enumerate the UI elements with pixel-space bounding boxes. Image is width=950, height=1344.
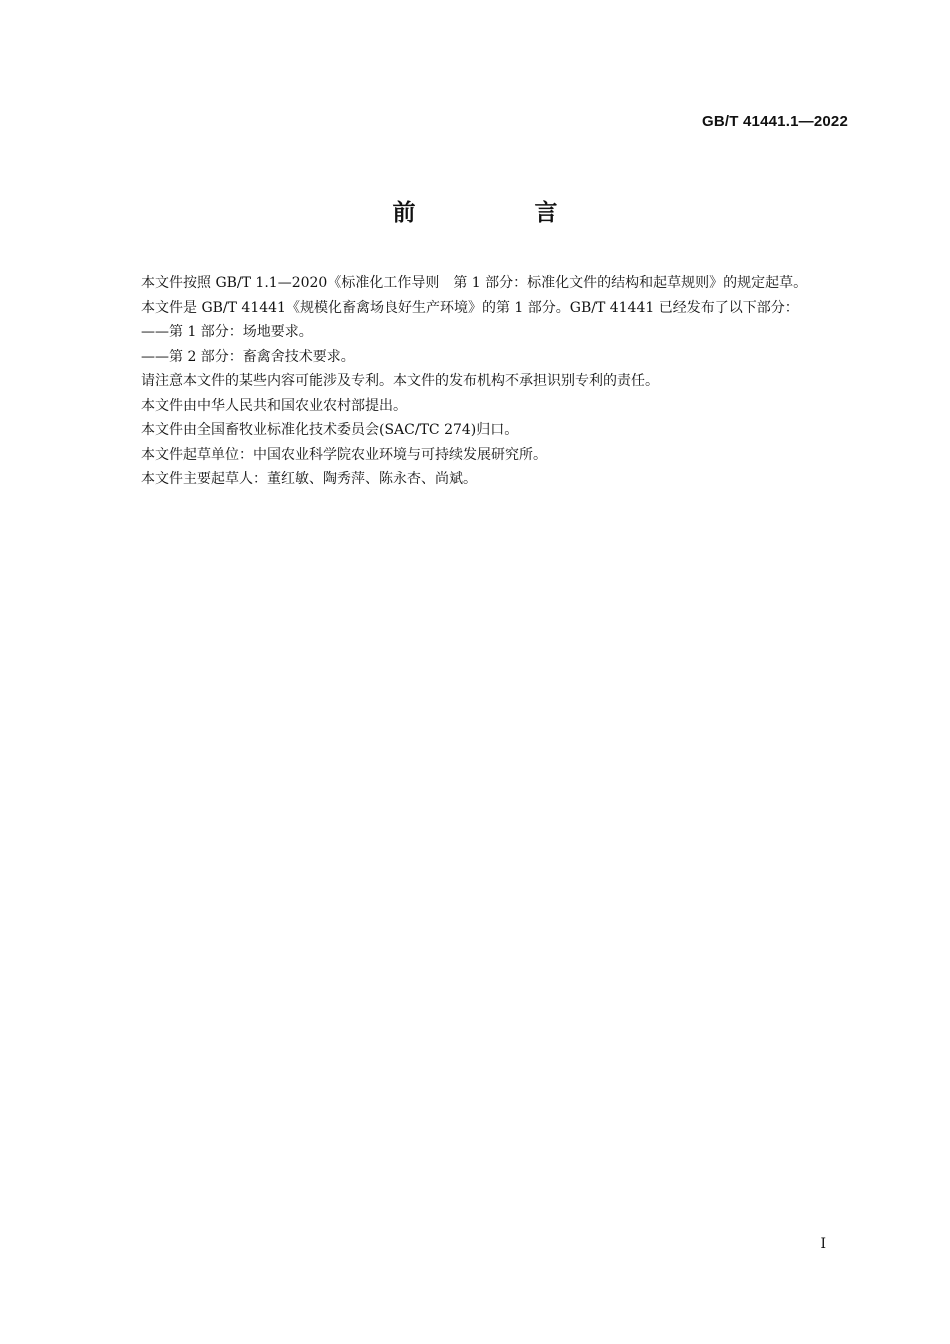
paragraph-drafting-rules: 本文件按照 GB/T 1.1—2020《标准化工作导则 第 1 部分：标准化文件的结构和起草规则》的规定起草。 xyxy=(141,275,808,291)
paragraph-committee: 本文件由全国畜牧业标准化技术委员会(SAC/TC 274)归口。 xyxy=(141,422,519,438)
list-item-part-2: ——第 2 部分：畜禽舍技术要求。 xyxy=(141,348,355,365)
standard-number: GB/T 41441.1—2022 xyxy=(702,113,848,130)
list-item-part-1: ——第 1 部分：场地要求。 xyxy=(141,324,313,340)
page-number: I xyxy=(820,1236,826,1252)
paragraph-patent-notice: 请注意本文件的某些内容可能涉及专利。本文件的发布机构不承担识别专利的责任。 xyxy=(141,373,659,389)
paragraph-drafters: 本文件主要起草人：董红敏、陶秀萍、陈永杏、尚斌。 xyxy=(141,471,477,487)
document-body xyxy=(113,271,849,492)
paragraph-drafting-unit: 本文件起草单位：中国农业科学院农业环境与可持续发展研究所。 xyxy=(141,446,547,463)
paragraph-series-intro: 本文件是 GB/T 41441《规模化畜禽场良好生产环境》的第 1 部分。GB/T 41441 已经发布了以下部分： xyxy=(141,299,799,316)
paragraph-proposer: 本文件由中华人民共和国农业农村部提出。 xyxy=(141,397,407,414)
page-title: 前 言 xyxy=(392,200,606,226)
